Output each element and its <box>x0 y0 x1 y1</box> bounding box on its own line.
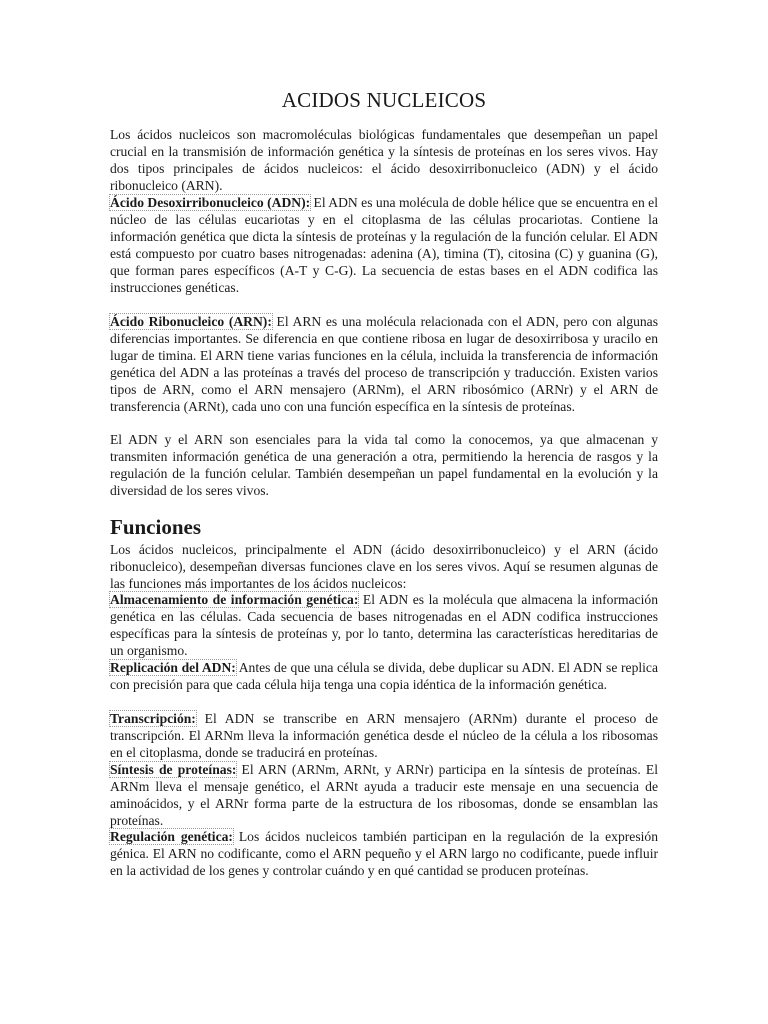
function-term: Regulación genética: <box>110 829 233 844</box>
function-item <box>110 761 658 829</box>
function-text: El ADN es la molécula que almacena la información genética en las células. Cada secuencia de bases nitrogenadas en el ADN codifica instrucciones específicas para la síntesis de proteínas y, por lo tanto, determina las características hereditarias de un organismo. <box>110 592 659 658</box>
function-item <box>110 710 658 761</box>
function-text: El ARN (ARNm, ARNt, y ARNr) participa en la síntesis de proteínas. El ARNm lleva el mensaje genético, el ARNt ayuda a traducir este mensaje en una secuencia de aminoácidos, y el ARNr forma parte de la estructura de los ribosomas, donde se ensamblan las proteínas. <box>110 762 658 828</box>
functions-heading: Funciones <box>110 515 202 539</box>
adn-text: El ADN es una molécula de doble hélice que se encuentra en el núcleo de las células eucariotas y en el citoplasma de las células procariotas. Contiene la información genética que dicta la síntesis de proteínas y la regulación de la función celular. El ADN está compuesto por cuatro bases nitrogenadas: adenina (A), timina (T), citosina (C) y guanina (G), que forman pares específicos (A-T y C-G). La secuencia de estas bases en el ADN codifica las instrucciones genéticas. <box>110 195 658 295</box>
adn-term: Ácido Desoxirribonucleico (ADN): <box>110 195 311 210</box>
function-item <box>110 659 658 693</box>
function-term: Replicación del ADN: <box>110 660 236 675</box>
arn-text: El ARN es una molécula relacionada con el ADN, pero con algunas diferencias importantes. Se diferencia en que contiene ribosa en lugar de desoxirribosa y uracilo en lugar de timina. El ARN tiene varias funciones en la célula, incluida la transferencia de información genética del ADN a las proteínas a través del proceso de transcripción y traducción. Existen varios tipos de ARN, como el ARN mensajero (ARNm), el ARN ribosómico (ARNr) y el ARN de transferencia (ARNt), cada uno con una función específica en la síntesis de proteínas. <box>110 314 658 414</box>
function-item <box>110 591 658 659</box>
function-item <box>110 828 658 879</box>
functions-intro: Los ácidos nucleicos, principalmente el ADN (ácido desoxirribonucleico) y el ARN (ácido ribonucleico), desempeñan diversas funciones clave en los seres vivos. Aquí se resumen algunas de las funciones más importantes de los ácidos nucleicos: <box>110 542 658 591</box>
function-text: Los ácidos nucleicos también participan en la regulación de la expresión génica. El ARN no codificante, como el ARN pequeño y el ARN largo no codificante, puede influir en la actividad de los genes y controlar cuándo y en qué cantidad se producen proteínas. <box>110 829 658 878</box>
arn-paragraph <box>110 313 658 415</box>
adn-paragraph <box>110 194 658 296</box>
intro-paragraph: Los ácidos nucleicos son macromoléculas biológicas fundamentales que desempeñan un papel crucial en la transmisión de información genética y la síntesis de proteínas en los seres vivos. Hay dos tipos principales de ácidos nucleicos: el ácido desoxirribonucleico (ADN) y el ácido ribonucleico (ARN). <box>110 127 658 193</box>
function-text: Antes de que una célula se divida, debe duplicar su ADN. El ADN se replica con precisión para que cada célula hija tenga una copia idéntica de la información genética. <box>110 660 658 692</box>
page-title: ACIDOS NUCLEICOS <box>281 88 487 112</box>
arn-term: Ácido Ribonucleico (ARN): <box>110 314 272 329</box>
function-term: Síntesis de proteínas: <box>110 762 237 777</box>
function-text: El ADN se transcribe en ARN mensajero (ARNm) durante el proceso de transcripción. El ARNm lleva la información genética desde el núcleo de la célula a los ribosomas en el citoplasma, donde se traducirá en proteínas. <box>110 711 658 760</box>
summary-paragraph: El ADN y el ARN son esenciales para la vida tal como la conocemos, ya que almacenan y transmiten información genética de una generación a otra, permitiendo la herencia de rasgos y la regulación de la función celular. También desempeñan un papel fundamental en la evolución y la diversidad de los seres vivos. <box>110 432 658 498</box>
function-term: Transcripción: <box>110 711 196 726</box>
function-term: Almacenamiento de información genética: <box>110 592 359 607</box>
